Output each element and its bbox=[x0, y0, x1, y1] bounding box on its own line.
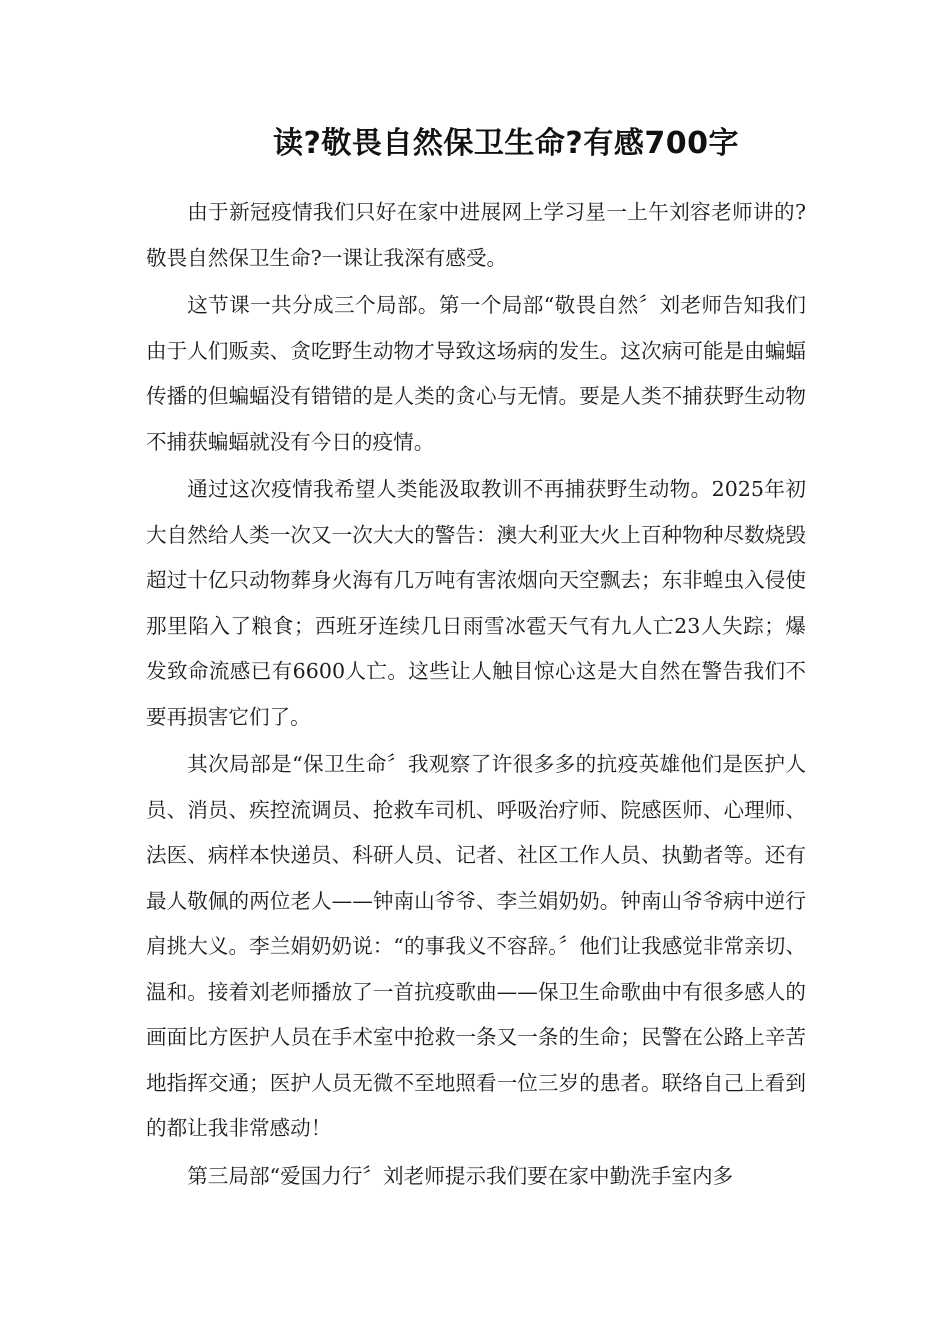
paragraph-part-two: 其次局部是“保卫生命〞我观察了许很多多的抗疫英雄他们是医护人员、消员、疾控流调员、抢救车司机、呼吸治疗师、院感医师、心理师、法医、病样本快递员、科研人员、记者、社区工作人员、执勤者等。还有最人敬佩的两位老人——钟南山爷爷、李兰娟奶奶。钟南山爷爷病中逆行肩挑大义。李兰娟奶奶说：“的事我义不容辞。〞他们让我感觉非常亲切、温和。接着刘老师播放了一首抗疫歌曲——保卫生命歌曲中有很多感人的画面比方医护人员在手术室中抢救一条又一条的生命；民警在公路上辛苦地指挥交通；医护人员无微不至地照看一位三岁的患者。联络自己上看到的都让我非常感动！ bbox=[146, 752, 806, 1140]
document-title: 读?敬畏自然保卫生命?有感700字 bbox=[273, 126, 739, 161]
paragraph-warnings: 通过这次疫情我希望人类能汲取教训不再捕获野生动物。2025年初大自然给人类一次又一次大大的警告：澳大利亚大火上百种物种尽数烧毁超过十亿只动物葬身火海有几万吨有害浓烟向天空飘去；东非蝗虫入侵使那里陷入了粮食；西班牙连续几日雨雪冰雹天气有九人亡23人失踪；爆发致命流感已有6600人亡。这些让人触目惊心这是大自然在警告我们不要再损害它们了。 bbox=[146, 477, 806, 729]
paragraph-part-one: 这节课一共分成三个局部。第一个局部“敬畏自然〞刘老师告知我们由于人们贩卖、贪吃野生动物才导致这场病的发生。这次病可能是由蝙蝠传播的但蝙蝠没有错错的是人类的贪心与无情。要是人类不捕获野生动物不捕获蝙蝠就没有今日的疫情。 bbox=[146, 293, 806, 454]
paragraph-part-three: 第三局部“爱国力行〞刘老师提示我们要在家中勤洗手室内多 bbox=[187, 1163, 734, 1188]
paragraph-intro: 由于新冠疫情我们只好在家中进展网上学习星一上午刘容老师讲的?敬畏自然保卫生命?一课让我深有感受。 bbox=[146, 200, 806, 270]
document-body bbox=[146, 190, 806, 1199]
